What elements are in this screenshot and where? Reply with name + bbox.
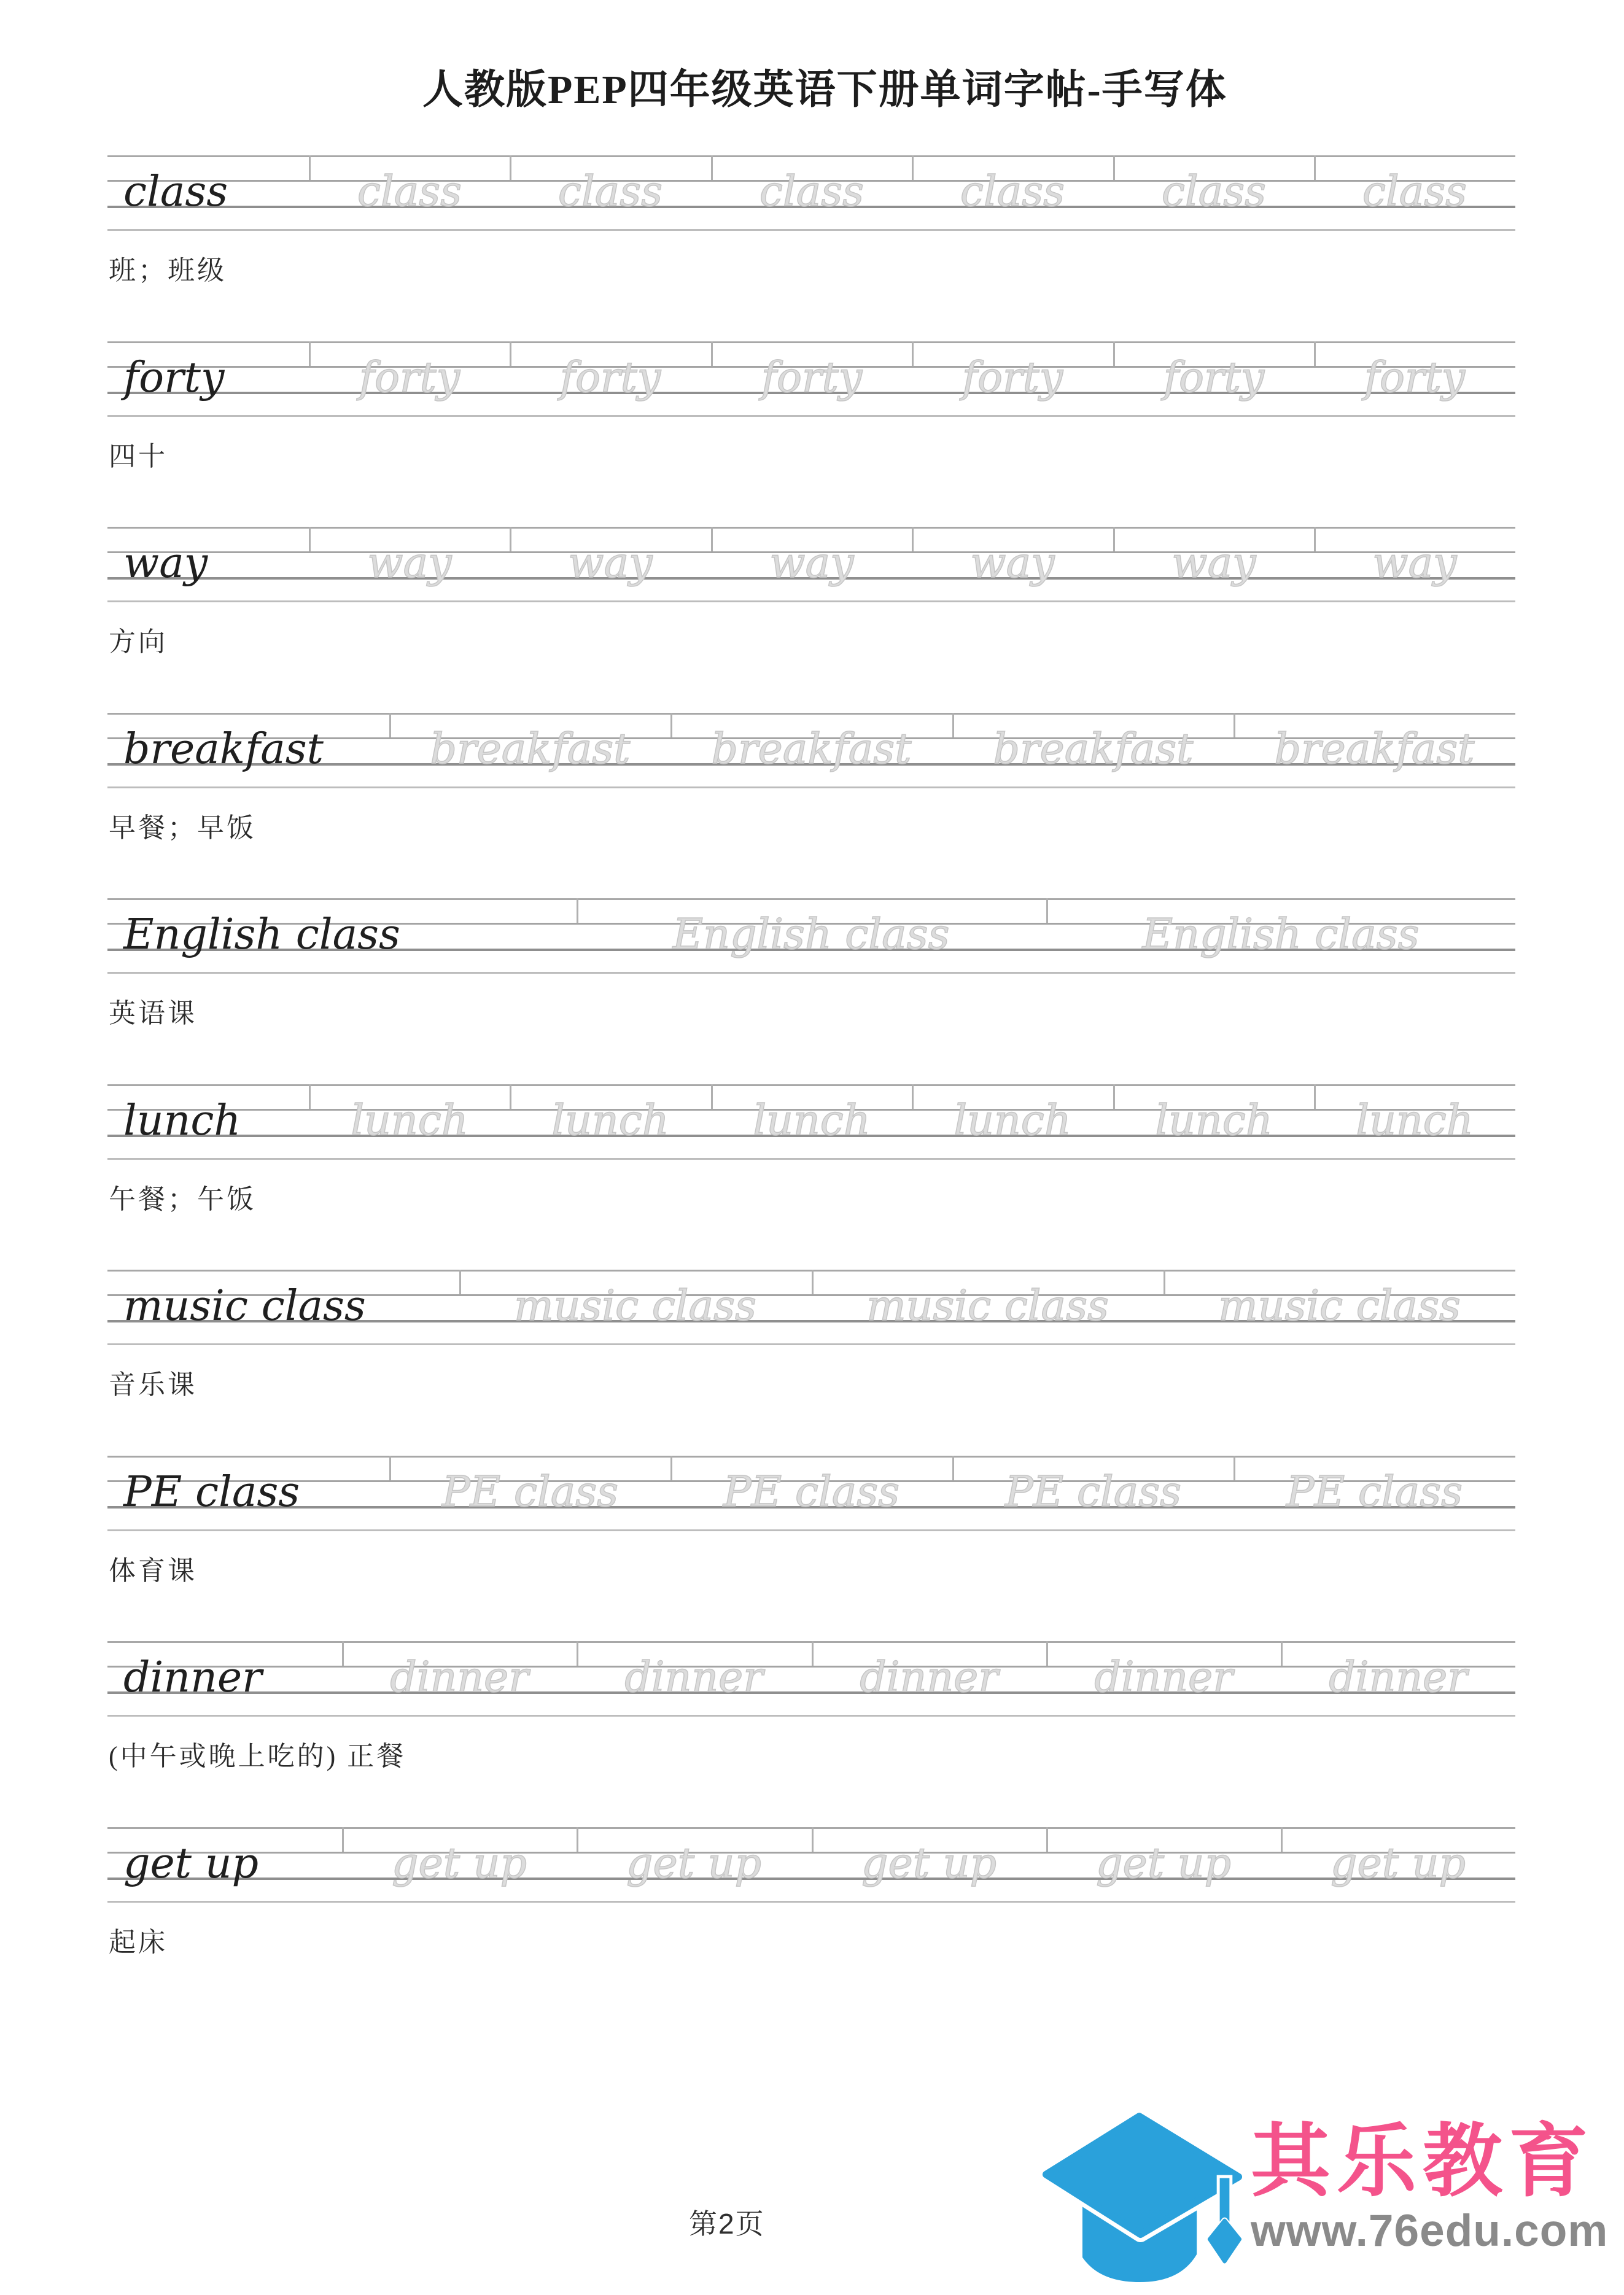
guide-line (107, 415, 1515, 417)
guide-line (107, 229, 1515, 231)
model-word: class (123, 168, 228, 216)
trace-word: way (970, 539, 1055, 588)
trace-word: class (1161, 168, 1267, 216)
guide-line (107, 972, 1515, 974)
trace-word: class (1362, 168, 1467, 216)
trace-word: forty (1364, 354, 1466, 402)
trace-word: class (960, 168, 1065, 216)
model-word: dinner (123, 1653, 262, 1702)
trace-word: PE class (1004, 1468, 1182, 1516)
word-meaning: 体育课 (109, 1556, 197, 1586)
trace-word: music class (514, 1282, 756, 1330)
word-meaning: 英语课 (109, 998, 197, 1028)
word-row (107, 341, 1515, 527)
brand-text (1251, 2110, 1609, 2256)
trace-word: way (769, 539, 854, 588)
writing-guide (107, 1084, 1515, 1158)
word-row (107, 1270, 1515, 1455)
word-row (107, 1641, 1515, 1827)
writing-guide (107, 1827, 1515, 1901)
word-row (107, 1456, 1515, 1641)
model-word: forty (123, 354, 225, 402)
page-title: 人教版PEP四年级英语下册单词字帖-手写体 (422, 68, 1227, 112)
writing-guide (107, 898, 1515, 972)
trace-word: class (558, 168, 663, 216)
trace-word: lunch (1155, 1097, 1273, 1145)
trace-word: lunch (753, 1097, 871, 1145)
trace-word: get up (1330, 1839, 1466, 1888)
trace-word: dinner (1329, 1653, 1467, 1702)
trace-word: PE class (723, 1468, 900, 1516)
trace-word: PE class (441, 1468, 619, 1516)
word-meaning: 午餐；午饭 (109, 1184, 256, 1214)
trace-word: lunch (551, 1097, 669, 1145)
brand-logo (1039, 2110, 1622, 2294)
word-row (107, 527, 1515, 712)
guide-line (107, 1158, 1515, 1160)
model-word: way (123, 539, 208, 588)
writing-guide (107, 155, 1515, 229)
writing-guide (107, 341, 1515, 415)
word-row (107, 155, 1515, 341)
trace-word: forty (962, 354, 1063, 402)
model-word: music class (123, 1282, 366, 1330)
trace-word: English class (1142, 911, 1420, 959)
word-row (107, 1084, 1515, 1270)
trace-word: forty (559, 354, 661, 402)
trace-word: breakfast (711, 725, 912, 774)
trace-word: PE class (1286, 1468, 1463, 1516)
trace-word: get up (1095, 1839, 1232, 1888)
model-word: breakfast (123, 725, 324, 774)
writing-guide (107, 527, 1515, 600)
writing-guide (107, 1641, 1515, 1715)
trace-word: way (568, 539, 653, 588)
trace-word: get up (861, 1839, 997, 1888)
trace-word: way (1372, 539, 1457, 588)
trace-word: class (357, 168, 462, 216)
model-word: English class (123, 911, 400, 959)
trace-word: breakfast (993, 725, 1194, 774)
trace-word: lunch (954, 1097, 1071, 1145)
brand-name: 其乐教育 (1251, 2116, 1595, 2206)
model-word: PE class (123, 1468, 300, 1516)
trace-word: music class (866, 1282, 1109, 1330)
word-meaning: 班；班级 (109, 255, 227, 285)
word-row (107, 713, 1515, 898)
guide-line (107, 1343, 1515, 1345)
guide-line (107, 1901, 1515, 1903)
graduation-cap-icon (1039, 2110, 1245, 2293)
trace-word: dinner (624, 1653, 763, 1702)
guide-line (107, 786, 1515, 788)
trace-word: way (1171, 539, 1256, 588)
word-meaning: 四十 (109, 441, 168, 472)
word-row (107, 898, 1515, 1084)
guide-line (107, 1715, 1515, 1717)
brand-url: www.76edu.com (1251, 2205, 1609, 2256)
trace-word: class (759, 168, 864, 216)
trace-word: forty (359, 354, 460, 402)
trace-word: music class (1218, 1282, 1461, 1330)
writing-guide (107, 1270, 1515, 1343)
trace-word: lunch (1356, 1097, 1474, 1145)
writing-guide (107, 713, 1515, 786)
model-word: lunch (123, 1097, 241, 1145)
guide-line (107, 600, 1515, 602)
trace-word: breakfast (430, 725, 631, 774)
trace-word: dinner (860, 1653, 998, 1702)
trace-word: get up (626, 1839, 762, 1888)
trace-word: dinner (390, 1653, 529, 1702)
word-meaning: (中午或晚上吃的) 正餐 (109, 1741, 406, 1771)
trace-word: way (367, 539, 452, 588)
trace-word: dinner (1094, 1653, 1233, 1702)
trace-word: get up (391, 1839, 527, 1888)
trace-word: forty (761, 354, 863, 402)
guide-line (107, 1529, 1515, 1531)
word-meaning: 音乐课 (109, 1370, 197, 1400)
word-meaning: 早餐；早饭 (109, 813, 256, 843)
trace-word: breakfast (1274, 725, 1475, 774)
writing-guide (107, 1456, 1515, 1529)
trace-word: forty (1163, 354, 1265, 402)
trace-word: lunch (351, 1097, 468, 1145)
word-meaning: 起床 (109, 1927, 168, 1957)
model-word: get up (123, 1839, 259, 1888)
trace-word: English class (672, 911, 950, 959)
word-row (107, 1827, 1515, 2013)
word-meaning: 方向 (109, 627, 168, 657)
page-number: 第2页 (689, 2208, 765, 2240)
